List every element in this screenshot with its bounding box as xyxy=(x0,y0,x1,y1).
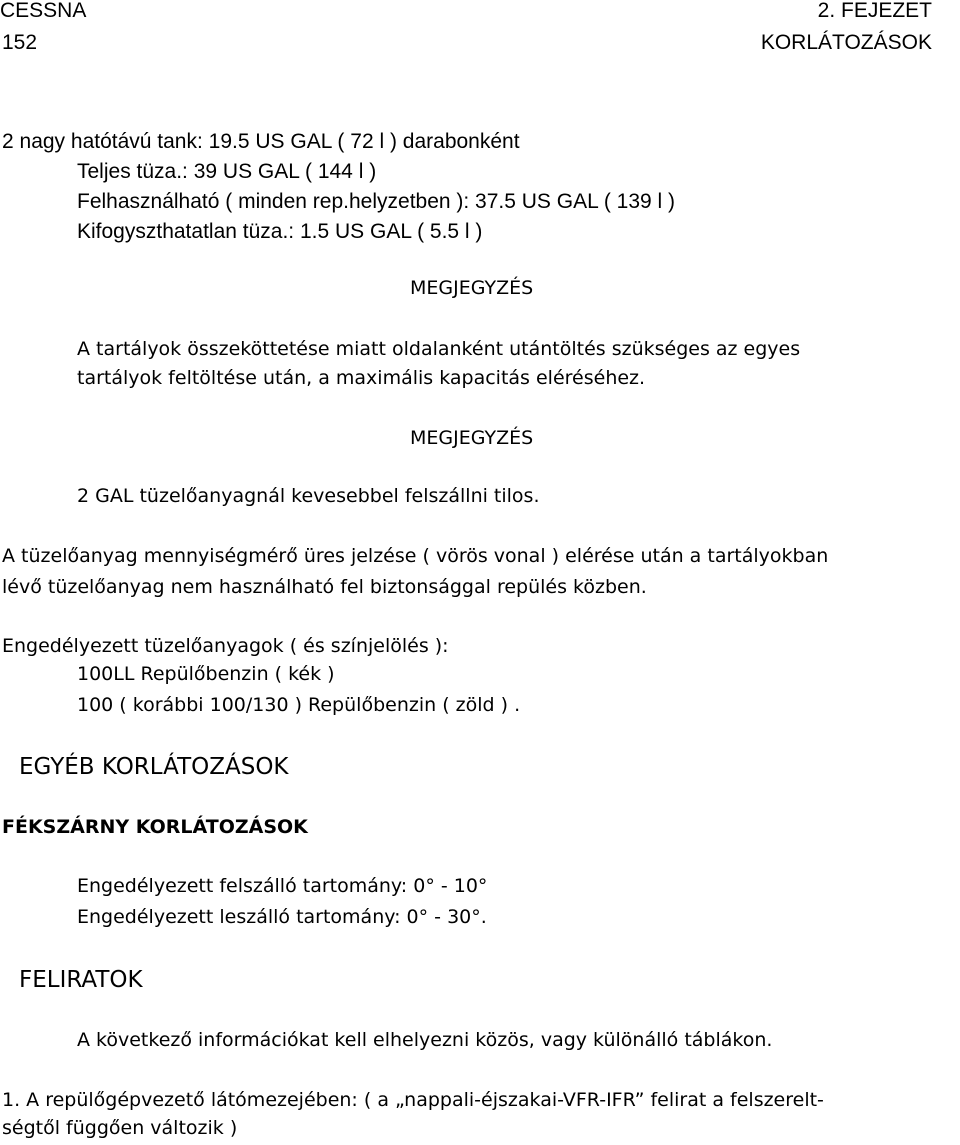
flap-takeoff-range: Engedélyezett felszálló tartomány: 0° - 10° xyxy=(77,875,488,897)
header-chapter-title: KORLÁTOZÁSOK xyxy=(760,31,932,54)
section-heading-other-limits: EGYÉB KORLÁTOZÁSOK xyxy=(19,754,289,780)
header-page-number: 152 xyxy=(2,31,38,54)
note-text-line: 2 GAL tüzelőanyagnál kevesebbel felszállni tilos. xyxy=(77,485,540,507)
header-brand: CESSNA xyxy=(0,0,87,22)
note-heading: MEGJEGYZÉS xyxy=(410,427,534,449)
fuel-tank-total: Teljes tüza.: 39 US GAL ( 144 l ) xyxy=(77,160,377,183)
approved-fuels-intro: Engedélyezett tüzelőanyagok ( és színjelölés ): xyxy=(2,635,449,657)
fuel-tank-unusable: Kifogyszthatatlan tüza.: 1.5 US GAL ( 5.5 l ) xyxy=(77,220,483,243)
note-heading: MEGJEGYZÉS xyxy=(410,277,534,299)
header-chapter: 2. FEJEZET xyxy=(817,0,932,22)
placard-item-line: 1. A repülőgépvezető látómezejében: ( a „nappali-éjszakai-VFR-IFR” felirat a felszerelt- xyxy=(2,1089,824,1111)
placards-intro: A következő információkat kell elhelyezni közös, vagy különálló táblákon. xyxy=(77,1029,773,1051)
approved-fuel-item: 100LL Repülőbenzin ( kék ) xyxy=(77,663,335,685)
flap-landing-range: Engedélyezett leszálló tartomány: 0° - 30°. xyxy=(77,906,487,928)
note-text-line: tartályok feltöltése után, a maximális kapacitás eléréséhez. xyxy=(77,367,646,389)
paragraph-line: lévő tüzelőanyag nem használható fel biztonsággal repülés közben. xyxy=(2,576,647,598)
placards-heading: FELIRATOK xyxy=(19,967,143,993)
flap-limitations-heading: FÉKSZÁRNY KORLÁTOZÁSOK xyxy=(2,816,308,838)
fuel-tank-usable: Felhasználható ( minden rep.helyzetben ): 37.5 US GAL ( 139 l ) xyxy=(77,190,676,213)
approved-fuel-item: 100 ( korábbi 100/130 ) Repülőbenzin ( zöld ) . xyxy=(77,694,521,716)
placard-item-line: ségtől függően változik ) xyxy=(2,1117,238,1139)
note-text-line: A tartályok összeköttetése miatt oldalanként utántöltés szükséges az egyes xyxy=(77,338,801,360)
fuel-tank-line: 2 nagy hatótávú tank: 19.5 US GAL ( 72 l ) darabonként xyxy=(2,130,520,153)
paragraph-line: A tüzelőanyag mennyiségmérő üres jelzése ( vörös vonal ) elérése után a tartályokban xyxy=(2,545,829,567)
